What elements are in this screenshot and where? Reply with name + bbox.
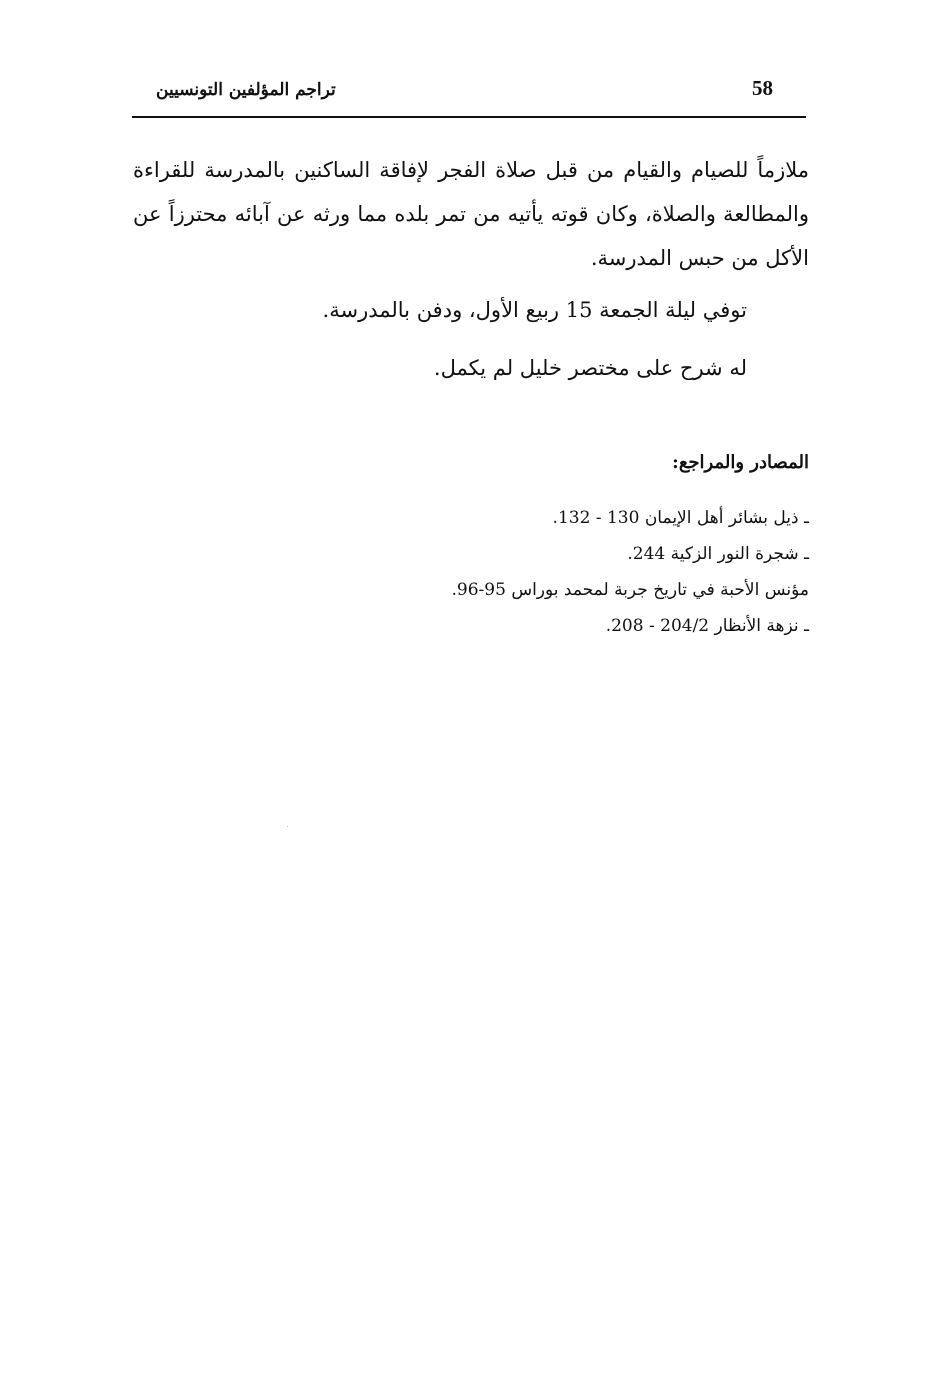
body-paragraph-1: ملازماً للصيام والقيام من قبل صلاة الفجر لإفاقة الساكنين بالمدرسة للقراءة والمطالعة والصلاة، وكان قوته يأتيه من تمر بلده مما ورثه عن آبائه محترزاً عن الأكل من حبس المدرسة.	[133, 158, 809, 270]
page-header	[132, 70, 806, 120]
paper-speck	[287, 826, 288, 827]
sources-heading: المصادر والمراجع:	[672, 452, 809, 473]
source-item: ـ شجرة النور الزكية 244.	[627, 544, 809, 564]
page-number: 58	[752, 76, 773, 100]
header-rule	[132, 116, 806, 118]
body-paragraph-2: توفي ليلة الجمعة 15 ربيع الأول، ودفن بالمدرسة.	[322, 298, 747, 322]
body-paragraph-3: له شرح على مختصر خليل لم يكمل.	[433, 356, 747, 380]
source-item: ـ ذيل بشائر أهل الإيمان 130 - 132.	[552, 508, 809, 528]
source-item: مؤنس الأحبة في تاريخ جربة لمحمد بوراس 95-96.	[451, 580, 809, 600]
running-title: تراجم المؤلفين التونسيين	[156, 80, 336, 100]
sources-list	[133, 500, 809, 644]
source-item: ـ نزهة الأنظار 204/2 - 208.	[605, 616, 809, 636]
body-text	[133, 148, 809, 390]
